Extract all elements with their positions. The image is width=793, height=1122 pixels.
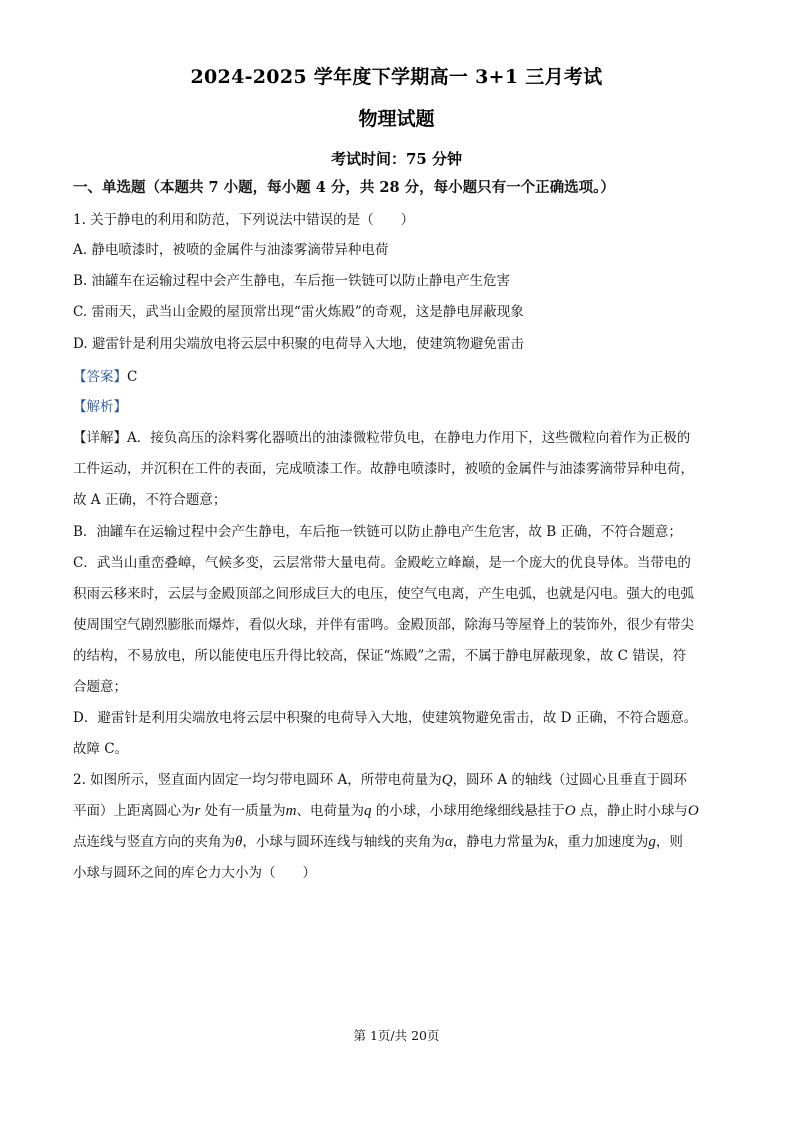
q2-text: 平面）上距离圆心为	[73, 803, 195, 819]
q2-text: 的小球，小球用绝缘细线悬挂于	[371, 803, 565, 819]
question-1-stem: 1. 关于静电的利用和防范，下列说法中错误的是（ ）	[73, 212, 415, 228]
explanation-line	[73, 428, 733, 448]
subject-title: 物理试题	[358, 108, 435, 130]
explanation-text: A．接负高压的涂料雾化器喷出的油漆微粒带负电，在静电力作用下，这些微粒向着作为正极的	[127, 430, 691, 446]
symbol-g: g	[648, 834, 656, 850]
symbol-k: k	[547, 834, 554, 850]
detail-tag: 【详解】	[73, 430, 127, 446]
explanation-line: C．武当山重峦叠嶂，气候多变，云层常带大量电荷。金殿屹立峰巅，是一个庞大的优良导体。当带电的	[73, 555, 691, 571]
analysis-line	[73, 397, 733, 417]
analysis-tag: 【解析】	[73, 399, 127, 415]
symbol-alpha: α	[444, 834, 453, 850]
answer-line	[73, 367, 733, 387]
question-1-option-c: C. 雷雨天，武当山金殿的屋顶常出现“雷火炼殿”的奇观，这是静电屏蔽现象	[73, 304, 524, 320]
answer-tag: 【答案】	[73, 369, 127, 385]
symbol-q: q	[363, 803, 372, 819]
explanation-line: 故 A 正确，不符合题意；	[73, 492, 227, 508]
question-2-line: 小球与圆环之间的库仑力大小为（ ）	[73, 865, 316, 881]
explanation-line: 合题意；	[73, 679, 127, 695]
q2-text: ，重力加速度为	[553, 834, 649, 850]
explanation-line: D．避雷针是利用尖端放电将云层中积聚的电荷导入大地，使建筑物避免雷击，故 D 正确，不符合题意。	[73, 710, 698, 726]
q2-text: 2. 如图所示，竖直面内固定一均匀带电圆环 A，所带电荷量为	[73, 772, 442, 788]
symbol-m: m	[285, 803, 297, 819]
question-1-option-d: D. 避雷针是利用尖端放电将云层中积聚的电荷导入大地，使建筑物避免雷击	[73, 336, 524, 352]
q2-text: ，小球与圆环连线与轴线的夹角为	[242, 834, 445, 850]
exam-title: 2024-2025 学年度下学期高一 3+1 三月考试	[190, 66, 603, 88]
question-2-line	[73, 770, 733, 790]
section-heading: 一、单选题（本题共 7 小题，每小题 4 分，共 28 分，每小题只有一个正确选项。）	[73, 179, 615, 196]
question-2-line	[73, 832, 733, 852]
question-1-option-a: A. 静电喷漆时，被喷的金属件与油漆雾滴带异种电荷	[73, 242, 389, 258]
q2-text: ，静电力常量为	[452, 834, 548, 850]
symbol-Q: Q	[441, 772, 453, 788]
explanation-line: 故障 C。	[73, 741, 129, 757]
answer-value: C	[127, 369, 138, 385]
symbol-O: O	[564, 803, 576, 819]
q2-text: 处有一质量为	[200, 803, 286, 819]
explanation-line: 积雨云移来时，云层与金殿顶部之间形成巨大的电压，使空气电离，产生电弧，也就是闪电。强大的电弧	[73, 586, 694, 602]
q2-text: 、电荷量为	[296, 803, 364, 819]
symbol-r: r	[194, 803, 201, 819]
explanation-line: 的结构，不易放电，所以能使电压升得比较高，保证“炼殿”之需，不属于静电屏蔽现象，故 C 错误，符	[73, 648, 687, 664]
explanation-line: 工件运动，并沉积在工件的表面，完成喷漆工作。故静电喷漆时，被喷的金属件与油漆雾滴带异种电荷，	[73, 461, 694, 477]
exam-time: 考试时间：75 分钟	[330, 150, 463, 168]
q2-text: 点连线与竖直方向的夹角为	[73, 834, 235, 850]
question-1-option-b: B. 油罐车在运输过程中会产生静电，车后拖一铁链可以防止静电产生危害	[73, 273, 511, 289]
q2-text: ，圆环 A 的轴线（过圆心且垂直于圆环	[452, 772, 687, 788]
explanation-line: 使周围空气剧烈膨胀而爆炸，看似火球，并伴有雷鸣。金殿顶部，除海马等屋脊上的装饰外，很少有带尖	[73, 617, 694, 633]
q2-text: 点，静止时小球与	[575, 803, 688, 819]
symbol-theta: θ	[235, 834, 243, 850]
q2-text: ，则	[655, 834, 683, 850]
symbol-O: O	[687, 803, 699, 819]
page-footer: 第 1页/共 20页	[353, 1028, 440, 1043]
question-2-line	[73, 801, 733, 821]
explanation-line: B．油罐车在运输过程中会产生静电，车后拖一铁链可以防止静电产生危害，故 B 正确，不符合题意；	[73, 524, 682, 540]
